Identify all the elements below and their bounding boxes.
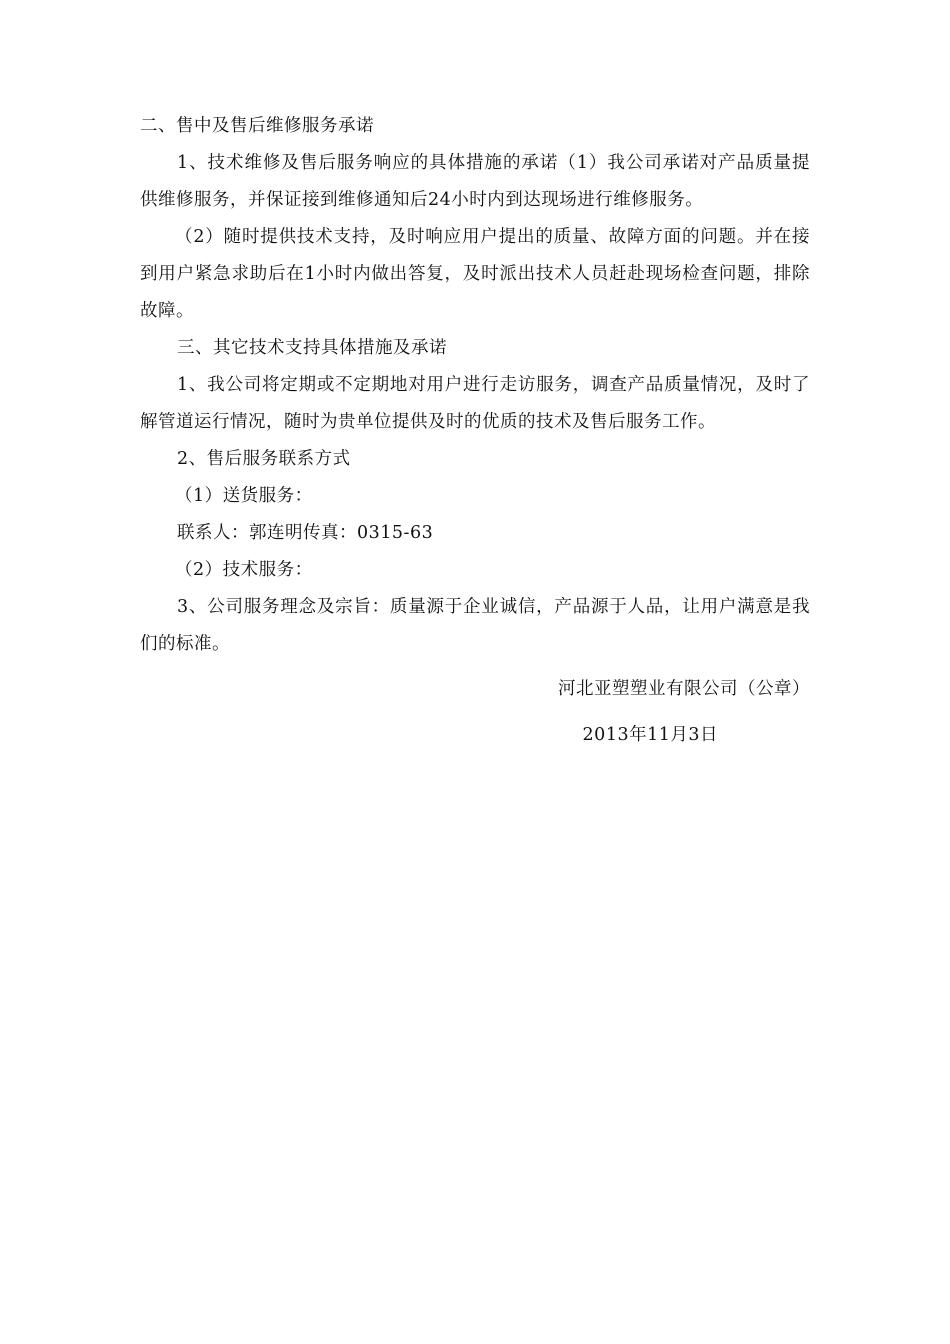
tech-service: （2）技术服务： [175, 560, 313, 580]
delivery-service: （1）送货服务： [175, 486, 313, 506]
contact-info: 联系人：郭连明传真：0315-63 [177, 523, 434, 543]
section-2-item-1: 1、技术维修及售后服务响应的具体措施的承诺（1）我公司承诺对产品质量提供维修服务，并保证接到维修通知后24小时内到达现场进行维修服务。 [140, 153, 810, 210]
section-3-item-2: 2、售后服务联系方式 [177, 449, 351, 469]
section-2-heading: 二、售中及售后维修服务承诺 [140, 116, 374, 136]
section-3-item-1: 1、我公司将定期或不定期地对用户进行走访服务，调查产品质量情况，及时了解管道运行情况，随时为贵单位提供及时的优质的技术及售后服务工作。 [140, 375, 810, 432]
section-3-item-3: 3、公司服务理念及宗旨：质量源于企业诚信，产品源于人品，让用户满意是我们的标准。 [140, 597, 810, 654]
section-2-item-2: （2）随时提供技术支持，及时响应用户提出的质量、故障方面的问题。并在接到用户紧急求助后在1小时内做出答复，及时派出技术人员赶赴现场检查问题，排除故障。 [140, 227, 810, 321]
section-3-heading: 三、其它技术支持具体措施及承诺 [177, 338, 447, 358]
document-body [140, 108, 810, 663]
signature-date: 2013年11月3日 [582, 725, 718, 745]
company-signature: 河北亚塑塑业有限公司（公章） [558, 679, 810, 699]
